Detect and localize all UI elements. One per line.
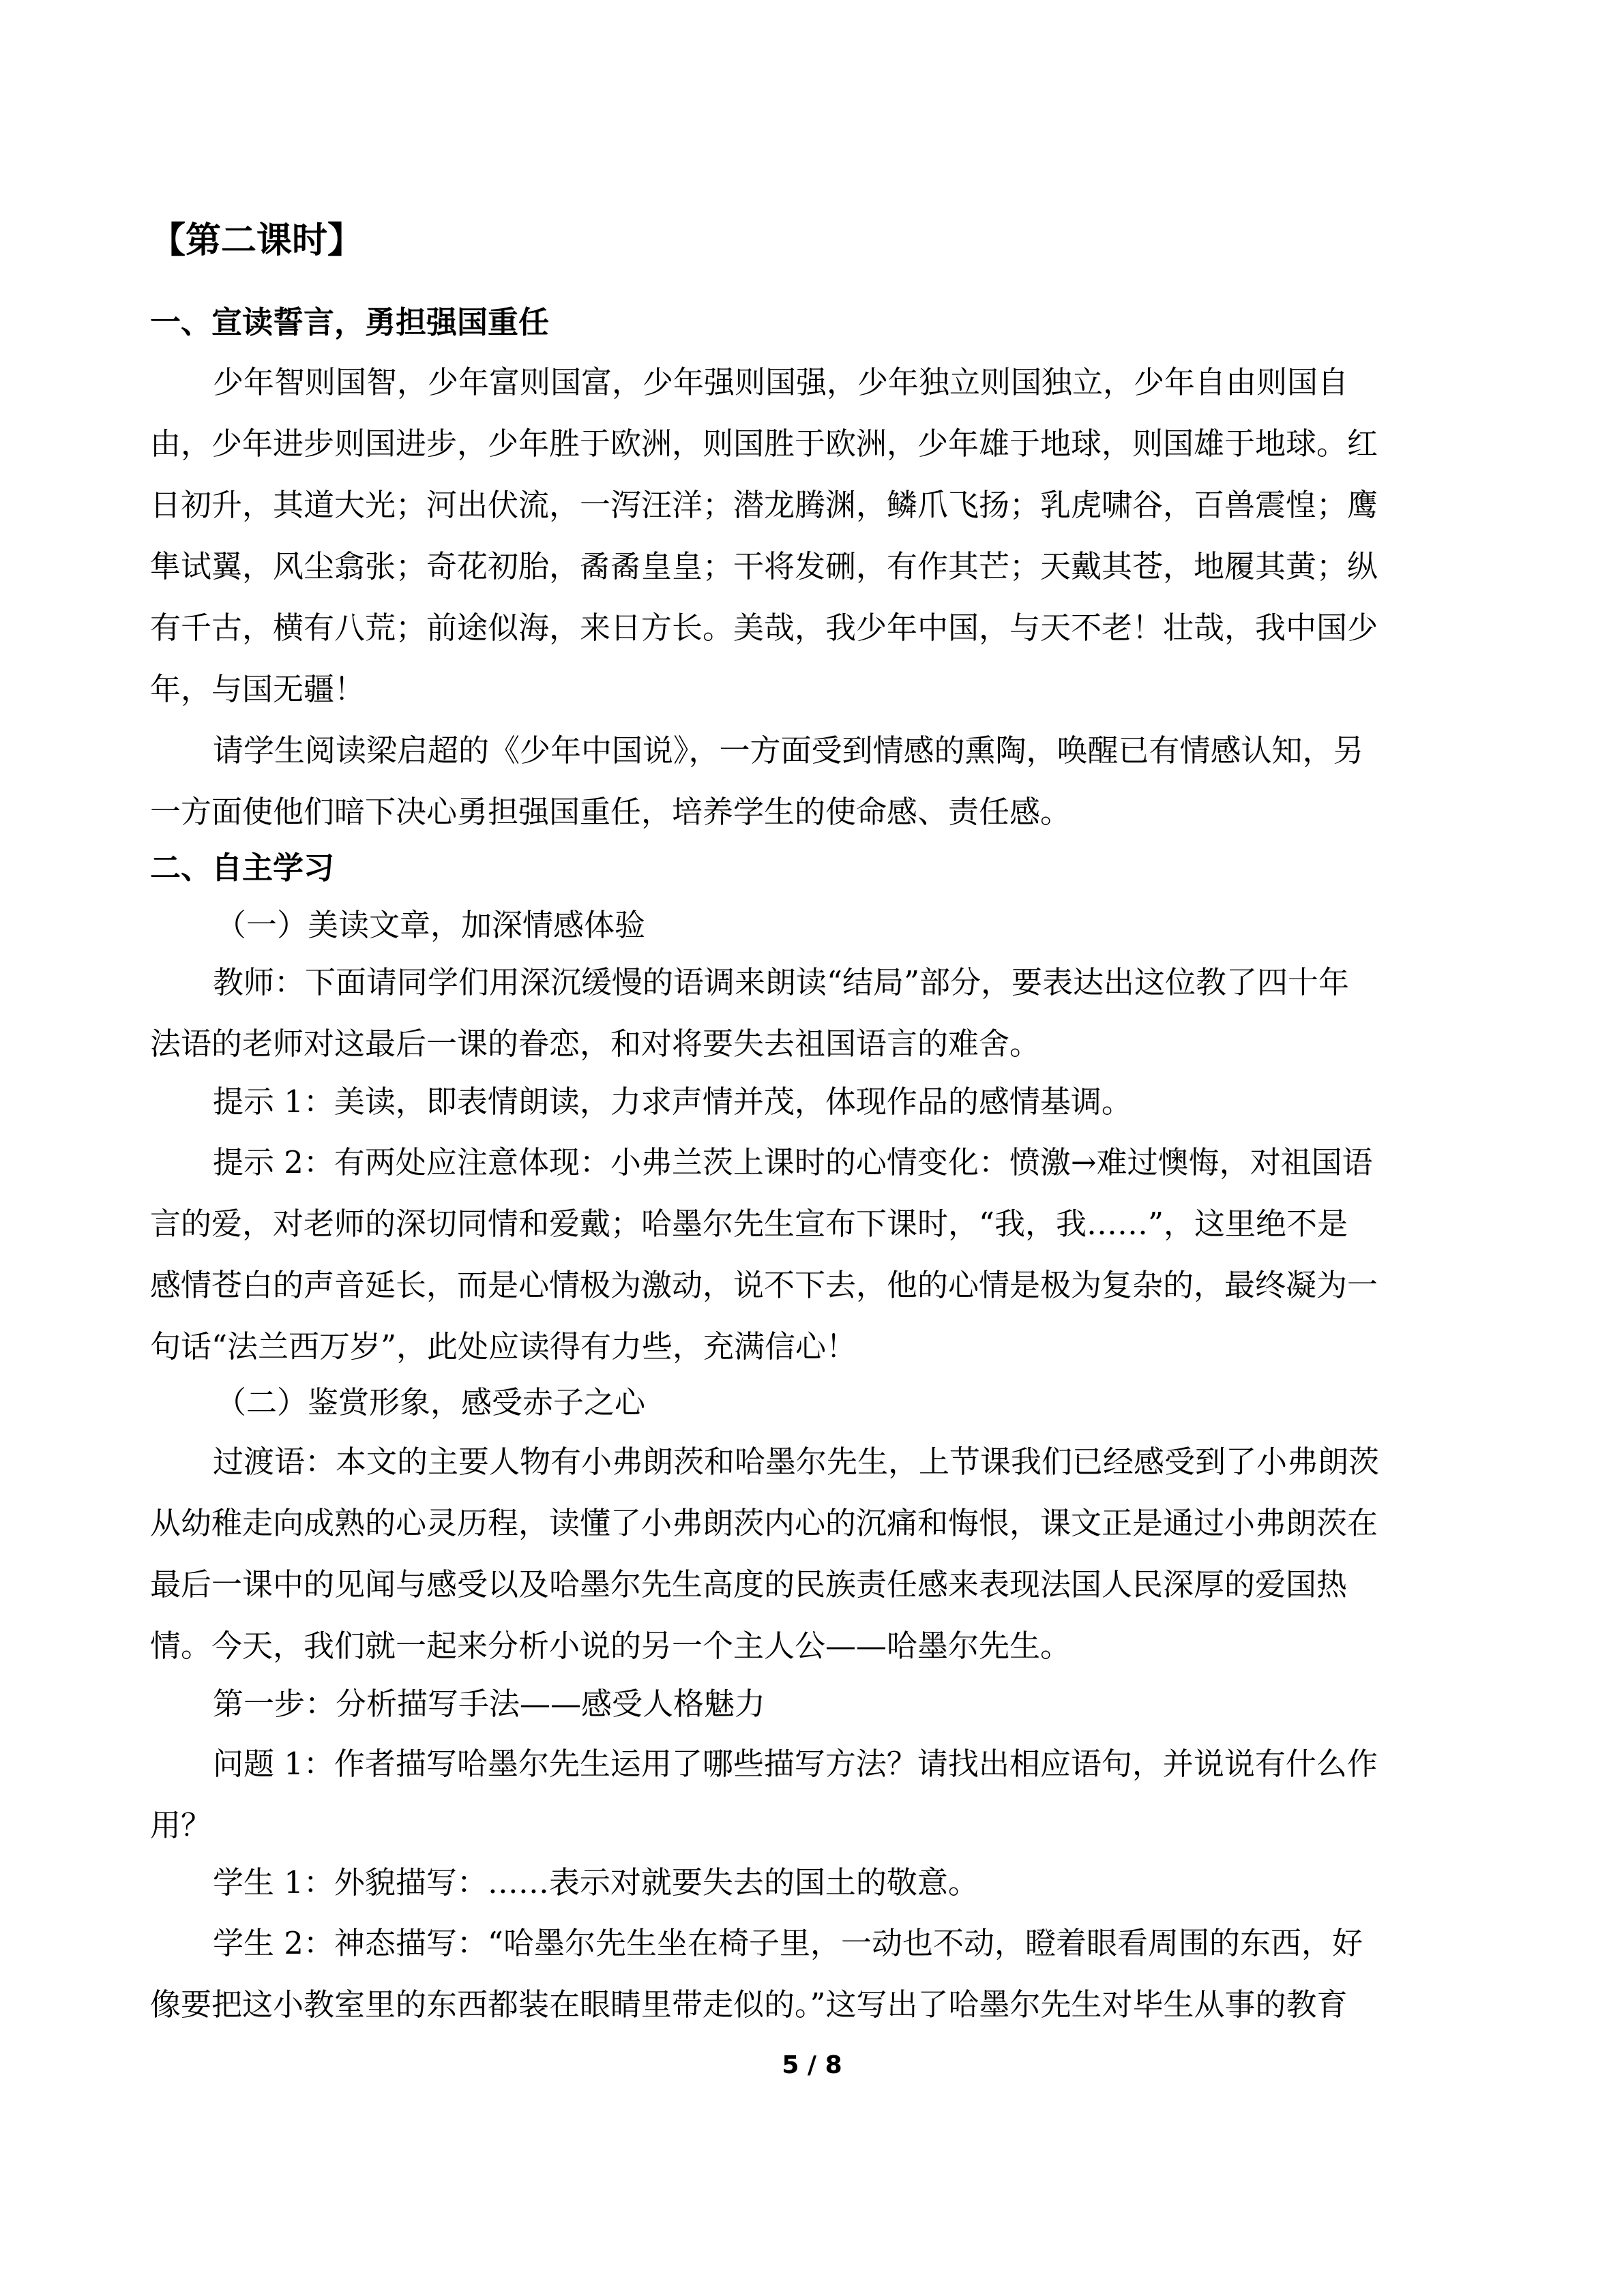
subsection-heading-2: （二）鉴赏形象，感受赤子之心 bbox=[216, 1384, 646, 1420]
paragraph-line: 隼试翼，风尘翕张；奇花初胎，矞矞皇皇；干将发硎，有作其芒；天戴其苍，地履其黄；纵 bbox=[150, 548, 1378, 584]
tip-1: 提示 1：美读，即表情朗读，力求声情并茂，体现作品的感情基调。 bbox=[213, 1084, 1132, 1120]
paragraph-line: 请学生阅读梁启超的《少年中国说》，一方面受到情感的熏陶，唤醒已有情感认知，另 bbox=[213, 732, 1364, 769]
paragraph-line: 用？ bbox=[150, 1807, 212, 1843]
paragraph-line: 法语的老师对这最后一课的眷恋，和对将要失去祖国语言的难舍。 bbox=[150, 1026, 1041, 1062]
section-heading-1: 一、宣读誓言，勇担强国重任 bbox=[150, 304, 550, 340]
paragraph-line: 句话“法兰西万岁”，此处应读得有力些，充满信心！ bbox=[150, 1328, 857, 1365]
page-number: 5 / 8 bbox=[782, 2051, 842, 2079]
paragraph-line: 一方面使他们暗下决心勇担强国重任，培养学生的使命感、责任感。 bbox=[150, 794, 1072, 830]
paragraph-line: 言的爱，对老师的深切同情和爱戴；哈墨尔先生宣布下课时，“我，我……”，这里绝不是 bbox=[150, 1206, 1348, 1242]
paragraph-line: 像要把这小教室里的东西都装在眼睛里带走似的。”这写出了哈墨尔先生对毕生从事的教育 bbox=[150, 1986, 1348, 2023]
paragraph-line: 年，与国无疆！ bbox=[150, 671, 366, 707]
paragraph-line: 少年智则国智，少年富则国富，少年强则国强，少年独立则国独立，少年自由则国自 bbox=[213, 364, 1349, 400]
paragraph-line: 情。今天，我们就一起来分析小说的另一个主人公——哈墨尔先生。 bbox=[150, 1628, 1072, 1664]
student-1: 学生 1：外貌描写：……表示对就要失去的国土的敬意。 bbox=[213, 1864, 979, 1900]
paragraph-line: 有千古，横有八荒；前途似海，来日方长。美哉，我少年中国，与天不老！壮哉，我中国少 bbox=[150, 610, 1378, 646]
section-heading-2: 二、自主学习 bbox=[150, 850, 335, 886]
step-1: 第一步：分析描写手法——感受人格魅力 bbox=[213, 1686, 766, 1722]
paragraph-line: 从幼稚走向成熟的心灵历程，读懂了小弗朗茨内心的沉痛和悔恨，课文正是通过小弗朗茨在 bbox=[150, 1505, 1378, 1541]
paragraph-line: 由，少年进步则国进步，少年胜于欧洲，则国胜于欧洲，少年雄于地球，则国雄于地球。红 bbox=[150, 426, 1378, 462]
paragraph-line: 学生 2：神态描写：“哈墨尔先生坐在椅子里，一动也不动，瞪着眼看周围的东西，好 bbox=[213, 1925, 1363, 1961]
paragraph-line: 日初升，其道大光；河出伏流，一泻汪洋；潜龙腾渊，鳞爪飞扬；乳虎啸谷，百兽震惶；鹰 bbox=[150, 487, 1378, 523]
paragraph-line: 最后一课中的见闻与感受以及哈墨尔先生高度的民族责任感来表现法国人民深厚的爱国热 bbox=[150, 1566, 1348, 1602]
paragraph-line: 感情苍白的声音延长，而是心情极为激动，说不下去，他的心情是极为复杂的，最终凝为一 bbox=[150, 1267, 1378, 1303]
lesson-title: 【第二课时】 bbox=[150, 220, 364, 261]
subsection-heading-1: （一）美读文章，加深情感体验 bbox=[216, 907, 646, 943]
paragraph-line: 教师：下面请同学们用深沉缓慢的语调来朗读“结局”部分，要表达出这位教了四十年 bbox=[213, 964, 1350, 1000]
paragraph-line: 问题 1：作者描写哈墨尔先生运用了哪些描写方法？请找出相应语句，并说说有什么作 bbox=[213, 1746, 1378, 1782]
paragraph-line: 提示 2：有两处应注意体现：小弗兰茨上课时的心情变化：愤激→难过懊悔，对祖国语 bbox=[213, 1144, 1373, 1180]
paragraph-line: 过渡语：本文的主要人物有小弗朗茨和哈墨尔先生，上节课我们已经感受到了小弗朗茨 bbox=[213, 1444, 1380, 1480]
